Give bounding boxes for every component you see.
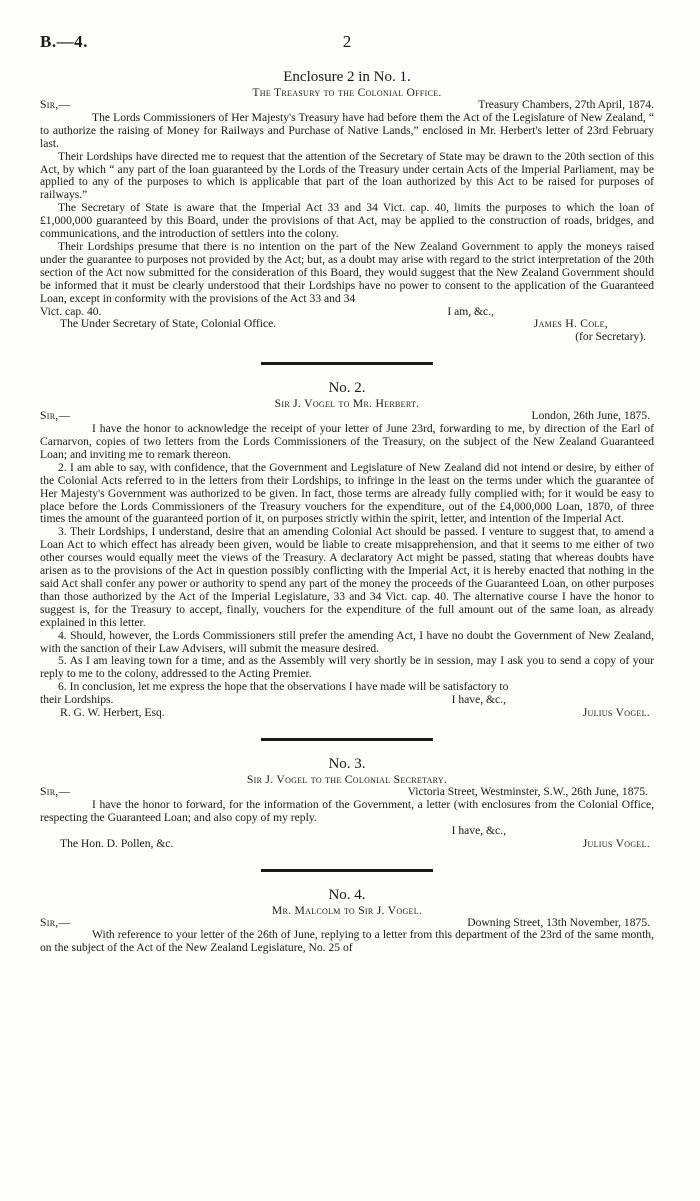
letter-title: No. 2.	[328, 380, 366, 397]
section-divider	[261, 362, 433, 365]
addressee: The Hon. D. Pollen, &c.	[60, 836, 174, 850]
signature-row	[40, 707, 654, 720]
signature-row	[40, 318, 654, 331]
letter-title: No. 4.	[328, 886, 366, 903]
paragraph: Their Lordships have directed me to request that the attention of the Secretary of State may be drawn to the 20th section of this Act, by which “ any part of the loan guaranteed by the Lords of the Treasury under certain Acts of the Imperial Parliament, may be applied to any of the purposes to which is applicable that part of the loan authorized by this Act to be raised for purposes of railways.”	[40, 149, 654, 202]
paragraph: Their Lordships presume that there is no intention on the part of the New Zealand Government to apply the moneys raised under the guarantee to purposes not provided by the Act; but, as a doubt may arise with regard to the strict interpretation of the 20th section of the Act now submitted for the consideration of this Board, they would suggest that the New Zealand Government should be informed that it must be clearly understood that their Lordships have no power to consent to the application of the Guaranteed Loan, except in conformity with the provisions of the Act 33 and 34	[40, 239, 654, 305]
paragraph: 2. I am able to say, with confidence, that the Government and Legislature of New Zealand did not intend or desire, by either of the Colonial Acts referred to in the letters from their Lordships, to infringe in the least on the terms under which the guarantee of Her Majesty's Government was authorized to be given. In fact, those terms are already fully complied with; for it would be easy to place before the Lords Commissioners of the Treasury vouchers for the expenditure, out of the £4,000,000 Loan, 1870, of three times the amount of the guaranteed portion of it, on purposes strictly within the spirit, letter, and intention of the Imperial Act.	[40, 460, 654, 526]
salutation: Sir,—	[40, 915, 71, 929]
place-date: Downing Street, 13th November, 1875.	[467, 915, 650, 929]
paragraph: I have the honor to forward, for the information of the Government, a letter (with enclosures from the Colonial Office, respecting the Guaranteed Loan; and also copy of my reply.	[40, 797, 654, 824]
paragraph: 5. As I am leaving town for a time, and as the Assembly will very shortly be in session, may I ask you to send a copy of your reply to me to the colony, addressed to the Acting Premier.	[40, 654, 654, 681]
letter-no-3	[40, 755, 654, 851]
letter-no-4	[40, 886, 654, 956]
enclosure-title: Enclosure 2 in No. 1.	[283, 69, 411, 85]
paragraph: 6. In conclusion, let me express the hope that the observations I have made will be satisfactory to	[58, 680, 509, 694]
last-line: their Lordships.	[40, 693, 114, 707]
paragraph: The Lords Commissioners of Her Majesty's Treasury have had before them the Act of the Legislature of New Zealand, “ to authorize the raising of Money for Railways and Purchase of Native Lands,” enclosed in Mr. Herbert's letter of 23rd February last.	[40, 110, 654, 150]
signature-role: (for Secretary).	[575, 330, 646, 344]
closing: I have, &c.,	[451, 823, 506, 837]
paragraph: 3. Their Lordships, I understand, desire that an amending Colonial Act should be passed. I venture to suggest that, to amend a Loan Act to which effect has already been given, would be liable to create misapprehension, and that it seems to me either of two other courses would equally meet the views of the Treasury. A declaratory Act might be passed, stating that whereas doubts have arisen as to the provisions of the Act in question possibly conflicting with the Imperial Act, it is hereby enacted that nothing in the said Act shall confer any power or authority to spend any part of the money the proceeds of the Guaranteed Loan, on other purposes than those authorized by the Act of the Imperial Legislature, 33 and 34 Vict. cap. 40. The alternative course I have the honor to suggest is, for the Treasury to accept, finally, vouchers for the expenditure of the full amount out of the same loan, as already explained in this letter.	[40, 525, 654, 629]
letter-no-2	[40, 379, 654, 720]
place-date: Treasury Chambers, 27th April, 1874.	[478, 98, 654, 111]
letter-title: No. 3.	[328, 755, 366, 772]
place-date: London, 26th June, 1875.	[531, 409, 650, 423]
letter-salutation-row	[40, 786, 654, 799]
enclosure-salutation-row	[40, 99, 654, 112]
page-header	[40, 32, 654, 66]
enclosure-from-to: The Treasury to the Colonial Office.	[252, 86, 442, 99]
paragraph: The Secretary of State is aware that the Imperial Act 33 and 34 Vict. cap. 40, limits the purposes to which the loan of £1,000,000 guaranteed by this Board, under the provisions of that Act, may be applied to the construction of roads, bridges, and communications, and the introduction of settlers into the colony.	[40, 201, 654, 241]
addressee: R. G. W. Herbert, Esq.	[60, 706, 165, 720]
salutation: Sir,—	[40, 98, 71, 111]
page-number: 2	[342, 32, 352, 51]
signature: Julius Vogel.	[582, 836, 650, 850]
signature: James H. Cole,	[533, 317, 608, 331]
closing: I am, &c.,	[447, 304, 494, 318]
document-reference: B.—4.	[40, 32, 88, 51]
letter-from-to: Sir J. Vogel to Mr. Herbert.	[274, 397, 420, 411]
letter-from-to: Mr. Malcolm to Sir J. Vogel.	[271, 903, 423, 917]
place-date: Victoria Street, Westminster, S.W., 26th June, 1875.	[407, 784, 648, 798]
addressee: The Under Secretary of State, Colonial Office.	[60, 317, 277, 331]
paragraph: 4. Should, however, the Lords Commissioners still prefer the amending Act, I have no doubt the Government of New Zealand, with the sanction of their Law Advisers, will submit the measure desired.	[40, 628, 654, 655]
letter-from-to: Sir J. Vogel to the Colonial Secretary.	[246, 772, 448, 786]
enclosure-2-letter	[40, 68, 654, 344]
last-line: Vict. cap. 40.	[40, 304, 102, 318]
closing: I have, &c.,	[451, 693, 506, 707]
signature-row	[40, 838, 654, 851]
section-divider	[261, 738, 433, 741]
paragraph: I have the honor to acknowledge the receipt of your letter of June 23rd, forwarding to me, by direction of the Earl of Carnarvon, copies of two letters from the Lords Commissioners of the Treasury, on the subject of the New Zealand Guaranteed Loan; and inviting me to remark thereon.	[40, 422, 654, 461]
paragraph: With reference to your letter of the 26th of June, replying to a letter from this department of the 23rd of the same month, on the subject of the Act of the New Zealand Legislature, No. 25 of	[40, 928, 654, 955]
signature: Julius Vogel.	[582, 706, 650, 720]
salutation: Sir,—	[40, 784, 71, 798]
section-divider	[261, 869, 433, 872]
salutation: Sir,—	[40, 409, 71, 423]
